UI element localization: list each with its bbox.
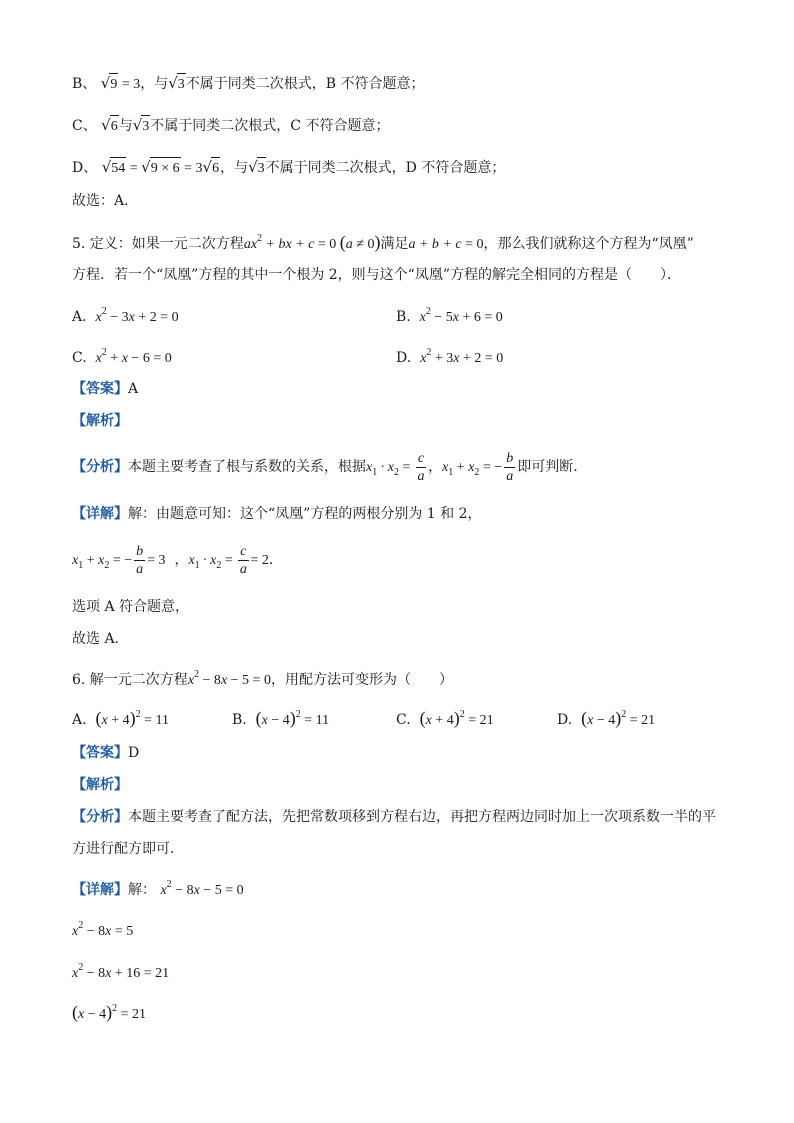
formula-quadratic: $ax^2$ + bx + c = 0 (a ≠ 0) bbox=[243, 232, 381, 252]
line-option-c: C、 √6与√3不属于同类二次根式，C 不符合题意； bbox=[72, 114, 389, 138]
line-option-d: D、 √54 = √9 × 6 = 3√6，与√3不属于同类二次根式，D 不符合题意； bbox=[72, 156, 505, 180]
formula-sqrt3: √3 bbox=[133, 119, 151, 134]
formula-step0: $x^2 - 8x - 5 = 0$ bbox=[160, 879, 244, 898]
formula-sqrt3: √3 bbox=[248, 161, 266, 176]
q6-fenxi-line2: 方进行配方即可． bbox=[72, 841, 184, 857]
q5-answer: 【答案】A bbox=[72, 381, 139, 397]
formula-sqrt54: √54 = √9 × 6 = 3√6 bbox=[102, 161, 220, 176]
formula-sqrt6: √6 bbox=[101, 119, 119, 134]
formula-product-value: $x_1 \cdot x_2$ = $\frac{c}{a}$ = 2 bbox=[188, 544, 269, 578]
formula-step2: $x^2 - 8x + 16 = 21$ bbox=[72, 962, 170, 981]
q5-detail: 【详解】解：由题意可知：这个“凤凰”方程的两根分别为 1 和 2， bbox=[72, 506, 482, 522]
q6-answer: 【答案】D bbox=[72, 745, 140, 761]
q5-conclusion: 选项 A 符合题意， bbox=[72, 599, 190, 615]
choose-line: 故选：A． bbox=[72, 193, 139, 209]
q6-option-c: C. $(x + 4)^2 = 21$ bbox=[396, 708, 494, 728]
q5-fenxi: 【分析】本题主要考查了根与系数的关系，根据$x_1 \cdot x_2$ = $\frac{c}{a}$ ，$x_1 + x_2$ = − $\frac{b}{a}$ 即可判断. bbox=[72, 451, 578, 485]
q6-detail: 【详解】解： $x^2 - 8x - 5 = 0$ bbox=[72, 879, 244, 898]
q5-choose: 故选 A. bbox=[72, 631, 120, 647]
formula-sqrt9: √9 = 3 bbox=[101, 77, 140, 92]
formula-sqrt3: √3 bbox=[168, 77, 186, 92]
formula-sum: $x_1 + x_2$ = − $\frac{b}{a}$ bbox=[442, 451, 514, 485]
q5-stem-line1: 5. 定义：如果一元二次方程$ax^2$ + bx + c = 0 (a ≠ 0)满足a + b + c = 0，那么我们就称这个方程为“凤凰” bbox=[72, 232, 694, 252]
q5-detail-formulas: $x_1 + x_2$ = − $\frac{b}{a}$ = 3 ，$x_1 \cdot x_2$ = $\frac{c}{a}$ = 2． bbox=[72, 544, 283, 578]
formula-step1: $x^2 - 8x = 5$ bbox=[72, 920, 134, 939]
q6-option-b: B. $(x - 4)^2 = 11$ bbox=[232, 708, 330, 728]
q5-option-d: D. $x^2 + 3x + 2 = 0$ bbox=[396, 347, 504, 366]
formula-step3: $(x - 4)^2 = 21$ bbox=[72, 1002, 147, 1022]
q5-analysis-heading: 【解析】 bbox=[72, 413, 128, 429]
q6-analysis-heading: 【解析】 bbox=[72, 777, 128, 793]
formula-condition: a + b + c = 0 bbox=[408, 237, 484, 252]
formula-q6-equation: $x^2 - 8x - 5 = 0$ bbox=[187, 669, 271, 688]
q5-option-b: B. $x^2 - 5x + 6 = 0$ bbox=[396, 306, 503, 325]
q5-option-c: C. $x^2 + x - 6 = 0$ bbox=[72, 347, 172, 366]
formula-sum-value: $x_1 + x_2$ = − $\frac{b}{a}$ = 3 bbox=[72, 544, 166, 578]
q5-stem-line2: 方程．若一个“凤凰”方程的其中一个根为 2，则与这个“凤凰”方程的解完全相同的方程是（ ）． bbox=[72, 267, 681, 283]
line-option-b: B、 √9 = 3，与√3不属于同类二次根式，B 不符合题意； bbox=[72, 72, 425, 96]
q6-option-a: A. $(x + 4)^2 = 11$ bbox=[72, 708, 169, 728]
formula-product: $x_1 \cdot x_2$ = $\frac{c}{a}$ bbox=[366, 451, 425, 485]
q6-option-d: D. $(x - 4)^2 = 21$ bbox=[557, 708, 656, 728]
q5-option-a: A. $x^2 - 3x + 2 = 0$ bbox=[72, 306, 179, 325]
q6-fenxi-line1: 【分析】本题主要考查了配方法，先把常数项移到方程右边，再把方程两边同时加上一次项系数一半的平 bbox=[72, 809, 716, 825]
q6-stem: 6. 解一元二次方程$x^2 - 8x - 5 = 0$，用配方法可变形为（ ） bbox=[72, 669, 453, 688]
